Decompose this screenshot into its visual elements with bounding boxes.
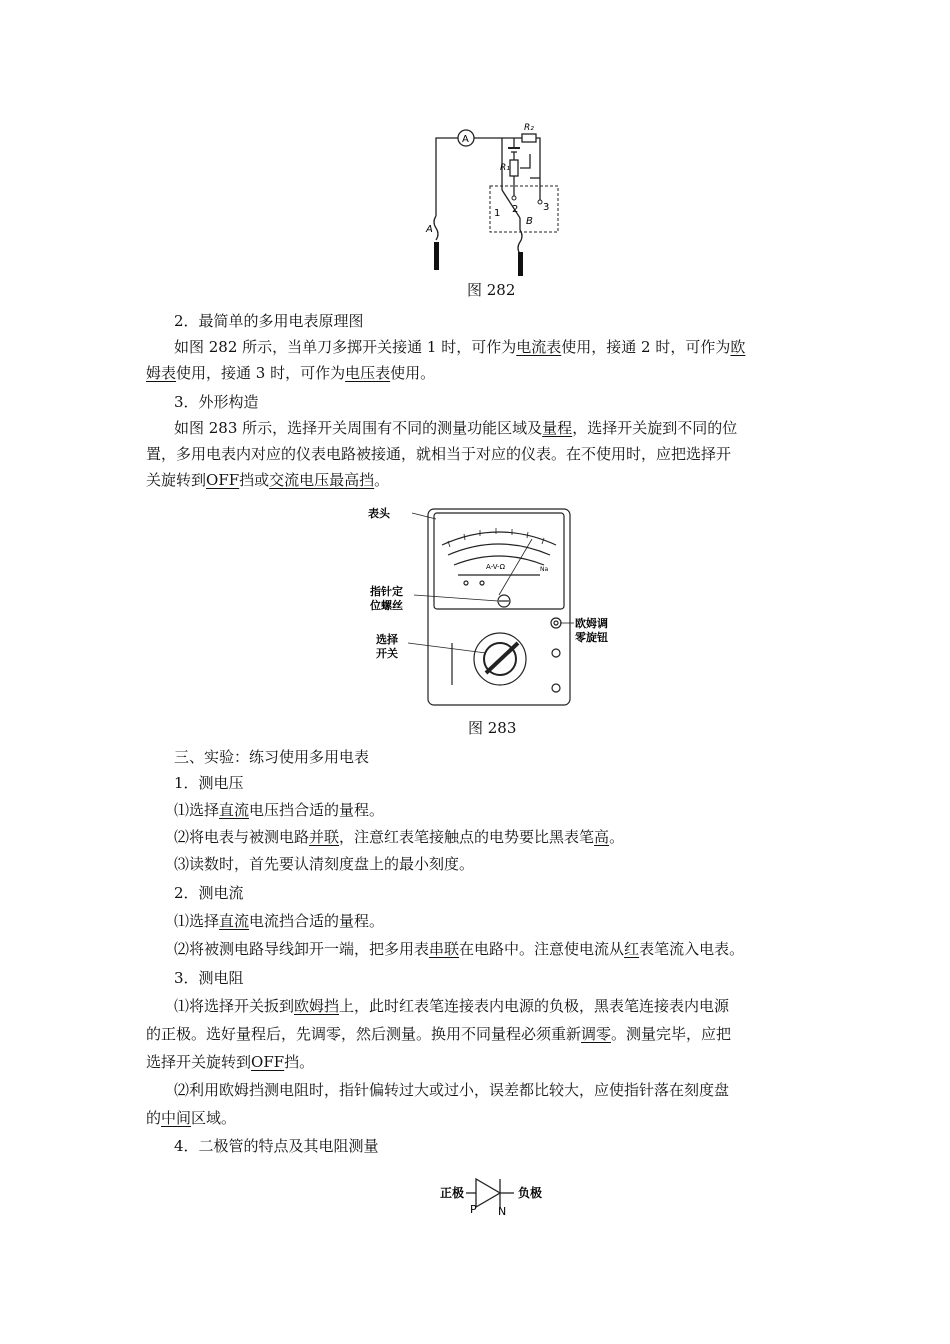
callout-ohm-zero-1: 欧姆调 [575, 617, 608, 630]
callout-zero-screw-2: 位螺丝 [370, 599, 403, 612]
experiment-title: 三、实验：练习使用多用电表 [174, 748, 370, 766]
resistance-step-1: ⑴将选择开关扳到欧姆挡上，此时红表笔连接表内电源的负极，黑表笔连接表内电源 [174, 997, 730, 1015]
callout-meter-head: 表头 [368, 507, 390, 520]
terminal-3-label: 3 [543, 202, 550, 213]
voltage-step-1: ⑴选择直流电压挡合适的量程。 [174, 801, 385, 819]
figure-282-caption: 图 282 [467, 281, 516, 299]
terminal-1-label: 1 [494, 208, 501, 219]
resistance-heading: 3．测电阻 [174, 969, 244, 987]
section-3-line-3: 关旋转到OFF挡或交流电压最高挡。 [146, 471, 390, 489]
anode-label: 正极 [440, 1186, 465, 1200]
section-3-line-1: 如图 283 所示，选择开关周围有不同的测量功能区域及量程，选择开关旋到不同的位 [174, 419, 738, 437]
current-heading: 2．测电流 [174, 884, 244, 902]
terminal-a-label: A [426, 224, 433, 235]
current-step-2: ⑵将被测电路导线卸开一端，把多用表串联在电路中。注意使电流从红表笔流入电表。 [174, 940, 745, 958]
callout-zero-screw-1: 指针定 [370, 585, 403, 598]
section-2-heading: 2．最简单的多用电表原理图 [174, 312, 364, 330]
circuit-diagram-282 [420, 118, 570, 278]
diode-heading: 4．二极管的特点及其电阻测量 [174, 1137, 379, 1155]
section-3-line-2: 置，多用电表内对应的仪表电路被接通，就相当于对应的仪表。在不使用时，应把选择开 [146, 445, 732, 463]
voltage-heading: 1．测电压 [174, 774, 244, 792]
n-label: N [498, 1205, 507, 1217]
p-label: P [470, 1203, 477, 1216]
callout-selector-2: 开关 [376, 647, 398, 660]
r1-label: R₁ [500, 163, 510, 173]
section-2-line-2: 姆表使用，接通 3 时，可作为电压表使用。 [146, 364, 436, 382]
r2-label: R₂ [524, 123, 534, 133]
multimeter-diagram-283 [368, 503, 628, 713]
current-step-1: ⑴选择直流电流挡合适的量程。 [174, 912, 385, 930]
ammeter-label: A [462, 134, 469, 145]
figure-283-caption: 图 283 [468, 719, 517, 737]
resistance-step-2: ⑵利用欧姆挡测电阻时，指针偏转过大或过小，误差都比较大，应使指针落在刻度盘 [174, 1081, 730, 1099]
diode-symbol [436, 1165, 556, 1217]
terminal-2-label: 2 [512, 204, 519, 215]
dial-scale-label: A-V-Ω [486, 563, 506, 571]
section-3-heading: 3．外形构造 [174, 393, 259, 411]
resistance-step-1-end: 选择开关旋转到OFF挡。 [146, 1053, 315, 1071]
callout-ohm-zero-2: 零旋钮 [575, 631, 608, 644]
dial-na-label: Na [540, 566, 549, 573]
voltage-step-3: ⑶读数时，首先要认清刻度盘上的最小刻度。 [174, 855, 475, 873]
voltage-step-2: ⑵将电表与被测电路并联，注意红表笔接触点的电势要比黑表笔高。 [174, 828, 625, 846]
resistance-step-2-cont: 的中间区域。 [146, 1109, 237, 1127]
callout-selector-1: 选择 [376, 633, 398, 646]
section-2-line-1: 如图 282 所示，当单刀多掷开关接通 1 时，可作为电流表使用，接通 2 时，可作为欧 [174, 338, 746, 356]
resistance-step-1-cont: 的正极。选好量程后，先调零，然后测量。换用不同量程必须重新调零。测量完毕，应把 [146, 1025, 732, 1043]
terminal-b-label: B [526, 216, 533, 227]
cathode-label: 负极 [518, 1186, 543, 1200]
